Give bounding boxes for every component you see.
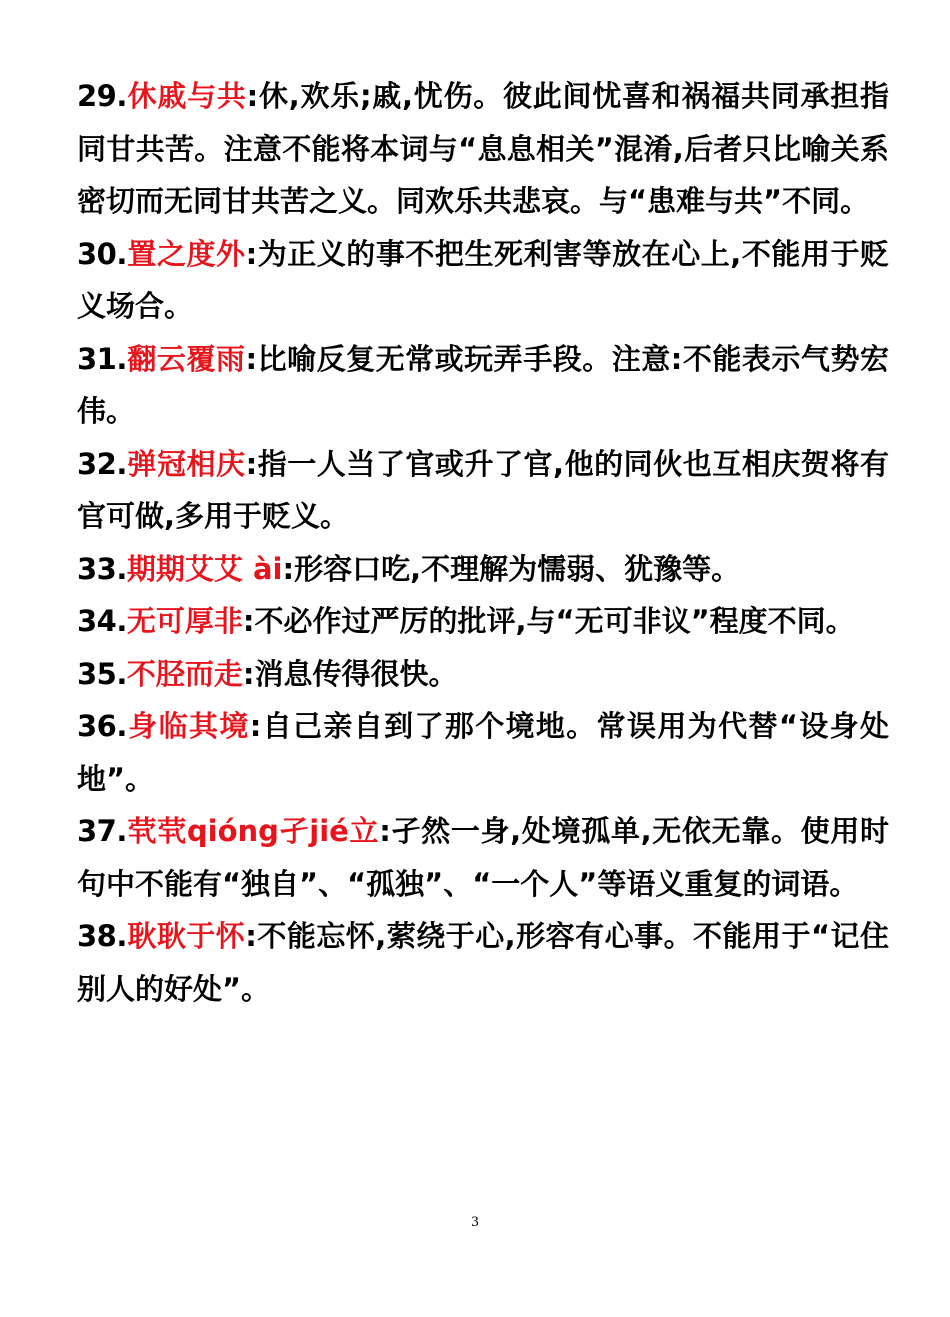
entry-33: [77, 543, 889, 596]
idiom-definition: :休,欢乐;戚,忧伤。彼此间忧喜和祸福共同承担指同甘共苦。注意不能将本词与“息息相关”混淆,后者只比喻关系密切而无同甘共苦之义。同欢乐共悲哀。与“患难与共”不同。: [77, 79, 889, 218]
idiom-term: 置之度外: [126, 236, 246, 271]
entry-30: [77, 228, 889, 333]
idiom-term: 身临其境: [126, 709, 250, 743]
idiom-definition: :自己亲自到了那个境地。常误用为代替“设身处地”。: [77, 709, 889, 796]
entry-36: [77, 700, 889, 805]
entry-number: 38.: [77, 919, 127, 953]
entry-list: [77, 70, 889, 1015]
entry-number: 35.: [77, 656, 127, 691]
idiom-definition: :孑然一身,处境孤单,无依无靠。使用时句中不能有“独自”、“孤独”、“一个人”等语义重复的词语。: [77, 814, 889, 901]
entry-number: 34.: [77, 604, 127, 638]
entry-number: 33.: [77, 551, 127, 586]
entry-number: 31.: [77, 341, 127, 376]
entry-34: [77, 595, 889, 648]
idiom-definition: :形容口吃,不理解为懦弱、犹豫等。: [282, 551, 741, 586]
idiom-term: 弹冠相庆: [126, 446, 246, 481]
idiom-term: 无可厚非: [126, 604, 243, 638]
idiom-term: 耿耿于怀: [126, 919, 246, 953]
idiom-term: 休戚与共: [126, 79, 247, 113]
idiom-definition: :比喻反复无常或玩弄手段。注意:不能表示气势宏伟。: [77, 341, 889, 428]
entry-number: 37.: [77, 814, 127, 848]
entry-number: 29.: [77, 79, 127, 113]
entry-37: [77, 805, 889, 910]
entry-29: [77, 70, 889, 228]
entry-number: 30.: [77, 236, 127, 271]
idiom-definition: :不必作过严厉的批评,与“无可非议”程度不同。: [242, 604, 855, 638]
page-number: 3: [471, 1214, 479, 1230]
entry-35: [77, 648, 889, 701]
entry-38: [77, 910, 889, 1015]
idiom-definition: :消息传得很快。: [242, 656, 458, 691]
idiom-definition: :指一人当了官或升了官,他的同伙也互相庆贺将有官可做,多用于贬义。: [77, 446, 889, 533]
idiom-term: 茕茕qióng孑jié立: [126, 814, 380, 848]
idiom-term: 期期艾艾 ài: [126, 551, 283, 586]
entry-number: 36.: [77, 709, 127, 743]
idiom-term: 翻云覆雨: [126, 341, 246, 376]
idiom-definition: :为正义的事不把生死利害等放在心上,不能用于贬义场合。: [77, 236, 889, 323]
idiom-term: 不胫而走: [126, 656, 243, 691]
entry-number: 32.: [77, 446, 127, 481]
idiom-definition: :不能忘怀,萦绕于心,形容有心事。不能用于“记住别人的好处”。: [77, 919, 889, 1006]
entry-32: [77, 438, 889, 543]
entry-31: [77, 333, 889, 438]
